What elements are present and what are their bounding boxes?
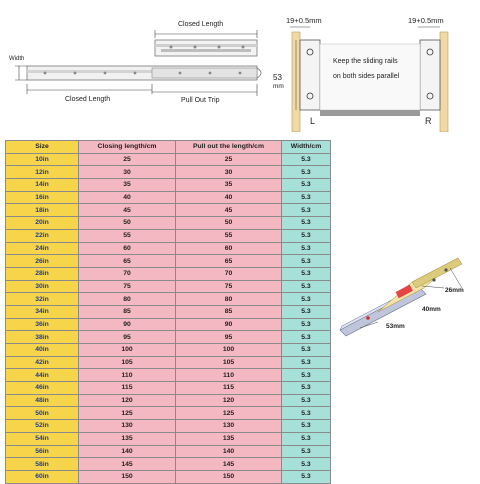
cell-width: 5.3 <box>282 318 331 331</box>
cell-width: 5.3 <box>282 267 331 280</box>
left-marker: L <box>310 116 316 126</box>
cell-closing-length: 90 <box>79 318 176 331</box>
header-pull-out-length: Pull out the length/cm <box>176 141 282 154</box>
cell-size: 46in <box>6 382 79 395</box>
cell-closing-length: 115 <box>79 382 176 395</box>
cell-size: 22in <box>6 229 79 242</box>
cell-closing-length: 130 <box>79 420 176 433</box>
cell-width: 5.3 <box>282 153 331 166</box>
table-row <box>6 153 331 166</box>
parallel-note-line1: Keep the sliding rails <box>333 58 398 65</box>
table-row <box>6 344 331 357</box>
cell-width: 5.3 <box>282 407 331 420</box>
cell-pull-out-length: 45 <box>176 204 282 217</box>
width-label: Width <box>9 56 25 62</box>
cell-size: 40in <box>6 344 79 357</box>
cell-size: 36in <box>6 318 79 331</box>
cell-pull-out-length: 55 <box>176 229 282 242</box>
cell-width: 5.3 <box>282 305 331 318</box>
cell-width: 5.3 <box>282 356 331 369</box>
cell-pull-out-length: 150 <box>176 470 282 483</box>
length-diagram <box>5 22 267 112</box>
cell-size: 24in <box>6 242 79 255</box>
cell-width: 5.3 <box>282 420 331 433</box>
cell-width: 5.3 <box>282 432 331 445</box>
cell-size: 32in <box>6 293 79 306</box>
cell-size: 56in <box>6 445 79 458</box>
closed-length-bottom-label: Closed Length <box>65 96 111 103</box>
parallel-note-line2: on both sides parallel <box>333 73 400 80</box>
cell-pull-out-length: 70 <box>176 267 282 280</box>
cell-size: 52in <box>6 420 79 433</box>
table-row <box>6 229 331 242</box>
table-row <box>6 204 331 217</box>
cell-closing-length: 65 <box>79 255 176 268</box>
table-row <box>6 331 331 344</box>
table-row <box>6 407 331 420</box>
cell-width: 5.3 <box>282 280 331 293</box>
cell-pull-out-length: 65 <box>176 255 282 268</box>
cell-closing-length: 45 <box>79 204 176 217</box>
cell-width: 5.3 <box>282 293 331 306</box>
cell-size: 38in <box>6 331 79 344</box>
cell-pull-out-length: 95 <box>176 331 282 344</box>
cell-pull-out-length: 75 <box>176 280 282 293</box>
cell-width: 5.3 <box>282 344 331 357</box>
cell-closing-length: 75 <box>79 280 176 293</box>
pull-out-trip-label: Pull Out Trip <box>181 97 220 104</box>
cell-pull-out-length: 85 <box>176 305 282 318</box>
table-row <box>6 356 331 369</box>
cell-closing-length: 140 <box>79 445 176 458</box>
table-row <box>6 382 331 395</box>
cell-pull-out-length: 110 <box>176 369 282 382</box>
cell-pull-out-length: 60 <box>176 242 282 255</box>
gap-left-label: 19+0.5mm <box>286 16 322 25</box>
cell-closing-length: 125 <box>79 407 176 420</box>
cell-closing-length: 95 <box>79 331 176 344</box>
table-row <box>6 166 331 179</box>
cell-closing-length: 50 <box>79 217 176 230</box>
cell-width: 5.3 <box>282 331 331 344</box>
cell-closing-length: 85 <box>79 305 176 318</box>
cell-pull-out-length: 115 <box>176 382 282 395</box>
cell-width: 5.3 <box>282 217 331 230</box>
header-size: Size <box>6 141 79 154</box>
cell-closing-length: 105 <box>79 356 176 369</box>
cell-size: 28in <box>6 267 79 280</box>
cell-size: 16in <box>6 191 79 204</box>
cell-closing-length: 25 <box>79 153 176 166</box>
rail-depth-dim: 40mm <box>422 306 441 313</box>
table-row <box>6 217 331 230</box>
installation-diagram <box>270 10 475 132</box>
cell-width: 5.3 <box>282 179 331 192</box>
table-row <box>6 394 331 407</box>
cell-pull-out-length: 105 <box>176 356 282 369</box>
header-width: Width/cm <box>282 141 331 154</box>
slide-rail-drawing <box>5 22 267 112</box>
height-unit-label: mm <box>273 83 284 90</box>
cell-closing-length: 100 <box>79 344 176 357</box>
cell-pull-out-length: 80 <box>176 293 282 306</box>
rail-height-dim: 26mm <box>445 287 464 294</box>
cell-width: 5.3 <box>282 229 331 242</box>
cell-pull-out-length: 125 <box>176 407 282 420</box>
cell-closing-length: 70 <box>79 267 176 280</box>
closed-length-top-label: Closed Length <box>178 21 224 28</box>
cell-closing-length: 120 <box>79 394 176 407</box>
cell-pull-out-length: 30 <box>176 166 282 179</box>
cell-size: 42in <box>6 356 79 369</box>
cell-width: 5.3 <box>282 204 331 217</box>
cell-pull-out-length: 120 <box>176 394 282 407</box>
cell-size: 44in <box>6 369 79 382</box>
cell-size: 14in <box>6 179 79 192</box>
cell-width: 5.3 <box>282 458 331 471</box>
cell-width: 5.3 <box>282 470 331 483</box>
cell-size: 10in <box>6 153 79 166</box>
cell-pull-out-length: 35 <box>176 179 282 192</box>
table-header-row <box>6 141 331 154</box>
cell-size: 60in <box>6 470 79 483</box>
cell-width: 5.3 <box>282 445 331 458</box>
cell-closing-length: 55 <box>79 229 176 242</box>
table-row <box>6 432 331 445</box>
table-row <box>6 179 331 192</box>
cabinet-cross-section <box>270 10 475 132</box>
header-closing-length: Closing length/cm <box>79 141 176 154</box>
cell-width: 5.3 <box>282 369 331 382</box>
rail-width-dim: 53mm <box>386 323 405 330</box>
cell-size: 50in <box>6 407 79 420</box>
rail-photo <box>338 250 476 345</box>
cell-pull-out-length: 90 <box>176 318 282 331</box>
table-row <box>6 445 331 458</box>
cell-pull-out-length: 40 <box>176 191 282 204</box>
cell-closing-length: 40 <box>79 191 176 204</box>
height-value-label: 53 <box>273 73 282 82</box>
cell-width: 5.3 <box>282 242 331 255</box>
cell-closing-length: 110 <box>79 369 176 382</box>
cell-size: 12in <box>6 166 79 179</box>
table-row <box>6 280 331 293</box>
cell-size: 20in <box>6 217 79 230</box>
cell-width: 5.3 <box>282 394 331 407</box>
table-row <box>6 293 331 306</box>
cell-closing-length: 35 <box>79 179 176 192</box>
table-row <box>6 369 331 382</box>
cell-size: 18in <box>6 204 79 217</box>
cell-width: 5.3 <box>282 382 331 395</box>
table-row <box>6 305 331 318</box>
cell-width: 5.3 <box>282 255 331 268</box>
cell-closing-length: 30 <box>79 166 176 179</box>
cell-closing-length: 150 <box>79 470 176 483</box>
cell-size: 58in <box>6 458 79 471</box>
cell-size: 30in <box>6 280 79 293</box>
cell-pull-out-length: 100 <box>176 344 282 357</box>
cell-closing-length: 80 <box>79 293 176 306</box>
cell-closing-length: 145 <box>79 458 176 471</box>
table-row <box>6 470 331 483</box>
cell-pull-out-length: 135 <box>176 432 282 445</box>
cell-size: 26in <box>6 255 79 268</box>
table-body <box>6 153 331 483</box>
cell-pull-out-length: 130 <box>176 420 282 433</box>
table-row <box>6 458 331 471</box>
table-row <box>6 420 331 433</box>
table-row <box>6 318 331 331</box>
size-spec-table <box>5 140 331 484</box>
cell-pull-out-length: 25 <box>176 153 282 166</box>
right-marker: R <box>425 116 432 126</box>
cell-closing-length: 60 <box>79 242 176 255</box>
table-row <box>6 191 331 204</box>
cell-pull-out-length: 145 <box>176 458 282 471</box>
cell-size: 34in <box>6 305 79 318</box>
table-row <box>6 255 331 268</box>
table-row <box>6 242 331 255</box>
gap-right-label: 19+0.5mm <box>408 16 444 25</box>
cell-pull-out-length: 50 <box>176 217 282 230</box>
cell-pull-out-length: 140 <box>176 445 282 458</box>
cell-size: 54in <box>6 432 79 445</box>
table-row <box>6 267 331 280</box>
rail-illustration <box>338 250 476 345</box>
cell-size: 48in <box>6 394 79 407</box>
cell-width: 5.3 <box>282 166 331 179</box>
cell-width: 5.3 <box>282 191 331 204</box>
cell-closing-length: 135 <box>79 432 176 445</box>
